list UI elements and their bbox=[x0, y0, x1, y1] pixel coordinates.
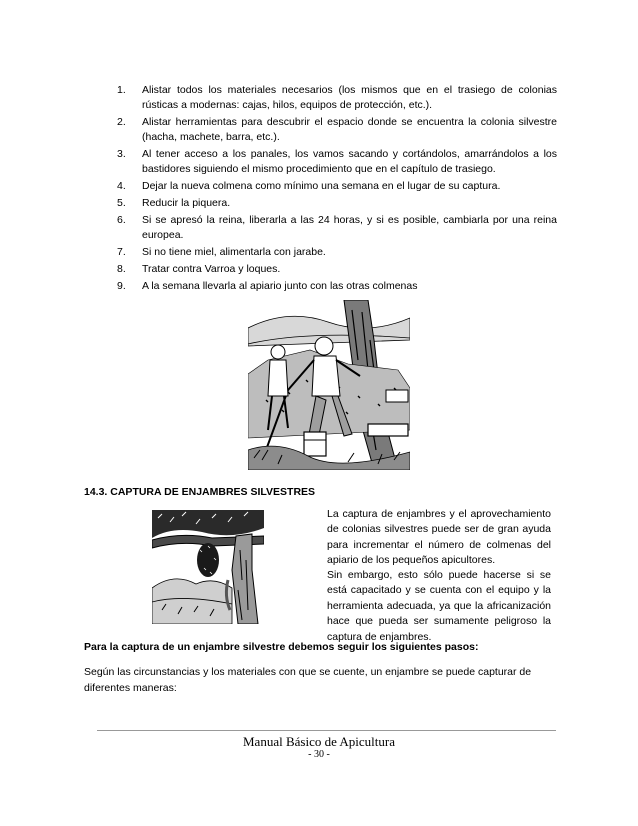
step-number: 8. bbox=[117, 263, 126, 275]
step-text: Dejar la nueva colmena como mínimo una semana en el lugar de su captura. bbox=[142, 180, 501, 192]
list-item bbox=[117, 262, 557, 277]
step-text: Reducir la piquera. bbox=[142, 197, 231, 209]
list-item bbox=[117, 213, 557, 243]
list-item bbox=[117, 147, 557, 177]
step-number: 2. bbox=[117, 116, 126, 128]
step-number: 6. bbox=[117, 214, 126, 226]
footer-divider bbox=[97, 730, 556, 731]
steps-subheading: Para la captura de un enjambre silvestre debemos seguir los siguientes pasos: bbox=[84, 641, 479, 653]
beekeeper-illustration bbox=[248, 300, 410, 470]
section-heading: 14.3. CAPTURA DE ENJAMBRES SILVESTRES bbox=[84, 486, 316, 498]
step-text: Tratar contra Varroa y loques. bbox=[142, 263, 281, 275]
page-number: - 30 - bbox=[308, 749, 330, 760]
step-text: Alistar todos los materiales necesarios (los mismos que en el trasiego de colonias rústicas a modernas: cajas, hilos, equipos de protección, etc.). bbox=[142, 84, 557, 111]
step-text: Al tener acceso a los panales, los vamos sacando y cortándolos, amarrándolos a los bastidores siguiendo el mismo procedimiento que en el capítulo de trasiego. bbox=[142, 148, 557, 175]
step-text: Alistar herramientas para descubrir el espacio donde se encuentra la colonia silvestre (hacha, machete, barra, etc.). bbox=[142, 116, 557, 143]
step-number: 5. bbox=[117, 197, 126, 209]
list-item bbox=[117, 83, 557, 113]
steps-list bbox=[117, 83, 557, 296]
wild-swarm-illustration bbox=[152, 510, 264, 624]
footer-title: Manual Básico de Apicultura bbox=[243, 734, 395, 749]
list-item bbox=[117, 196, 557, 211]
section-paragraph: Sin embargo, esto sólo puede hacerse si se está capacitado y se cuenta con el equipo y la herramienta adecuada, ya que la africanización hace que pueda ser sumamente peligroso la captura de enjambres. bbox=[327, 569, 551, 643]
step-number: 3. bbox=[117, 148, 126, 160]
step-number: 1. bbox=[117, 84, 126, 96]
step-number: 9. bbox=[117, 280, 126, 292]
step-text: Si se apresó la reina, liberarla a las 24 horas, y si es posible, cambiarla por una reina europea. bbox=[142, 214, 557, 241]
step-text: A la semana llevarla al apiario junto con las otras colmenas bbox=[142, 280, 418, 292]
section-paragraph: La captura de enjambres y el aprovechamiento de colonias silvestres puede ser de gran ayuda para incrementar el número de colmenas del apiario de los pequeños apicultores. bbox=[327, 508, 551, 567]
step-number: 4. bbox=[117, 180, 126, 192]
list-item bbox=[117, 279, 557, 294]
list-item bbox=[117, 179, 557, 194]
intro-paragraph: Según las circunstancias y los materiales con que se cuente, un enjambre se puede capturar de diferentes maneras: bbox=[84, 666, 532, 694]
list-item bbox=[117, 245, 557, 260]
list-item bbox=[117, 115, 557, 145]
step-number: 7. bbox=[117, 246, 126, 258]
step-text: Si no tiene miel, alimentarla con jarabe. bbox=[142, 246, 326, 258]
